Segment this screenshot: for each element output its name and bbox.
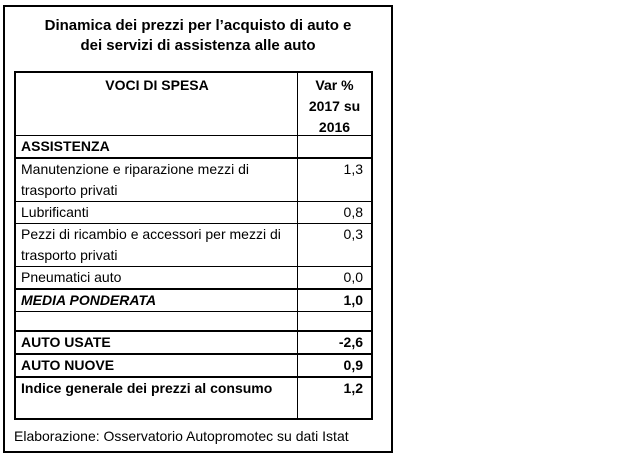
table-row-assistenza [16,135,371,157]
row-label [16,312,298,330]
row-label: Lubrificanti [16,202,298,223]
table-row-auto-nuove [16,353,371,376]
table-row-pezzi-ricambio [16,223,371,266]
row-label: Pneumatici auto [16,267,298,288]
header-var-percent [298,73,371,135]
row-label: AUTO USATE [16,332,298,353]
row-value: 0,8 [343,204,363,220]
row-label: Indice generale dei prezzi al consumo [16,378,298,418]
table-row-auto-usate [16,330,371,353]
figure-title [5,16,391,56]
row-value: 0,0 [343,269,363,285]
table-row-spacer [16,311,371,330]
row-label: Pezzi di ricambio e accessori per mezzi di trasporto privati [16,224,298,266]
table-row-pneumatici [16,266,371,288]
header-var-line2: 2017 su [308,98,361,114]
table-row-manutenzione [16,157,371,201]
table-row-lubrificanti [16,201,371,223]
row-label: MEDIA PONDERATA [16,290,298,311]
table-row-indice-generale [16,376,371,418]
row-value: -2,6 [338,334,363,350]
row-value [298,136,371,157]
figure-title-line2: dei servizi di assistenza alle auto [80,37,316,54]
row-label: Manutenzione e riparazione mezzi di trasporto privati [16,159,298,201]
row-label: AUTO NUOVE [16,355,298,376]
figure-title-line1: Dinamica dei prezzi per l’acquisto di auto e [44,17,352,34]
header-var-line3: 2016 [318,119,351,135]
source-note: Elaborazione: Osservatorio Autopromotec su dati Istat [14,428,349,444]
header-var-line1: Var % [315,77,354,93]
table-header-row [16,73,371,135]
row-value: 0,3 [343,226,363,242]
row-value: 1,3 [343,161,363,177]
row-value: 0,9 [343,357,363,373]
figure-frame [3,5,393,453]
row-value: 1,2 [343,380,363,396]
table-row-media-ponderata [16,288,371,311]
header-voci-di-spesa: VOCI DI SPESA [16,73,298,135]
row-value: 1,0 [343,292,363,308]
row-label: ASSISTENZA [16,136,298,157]
row-value [298,312,371,330]
price-table [14,71,373,420]
